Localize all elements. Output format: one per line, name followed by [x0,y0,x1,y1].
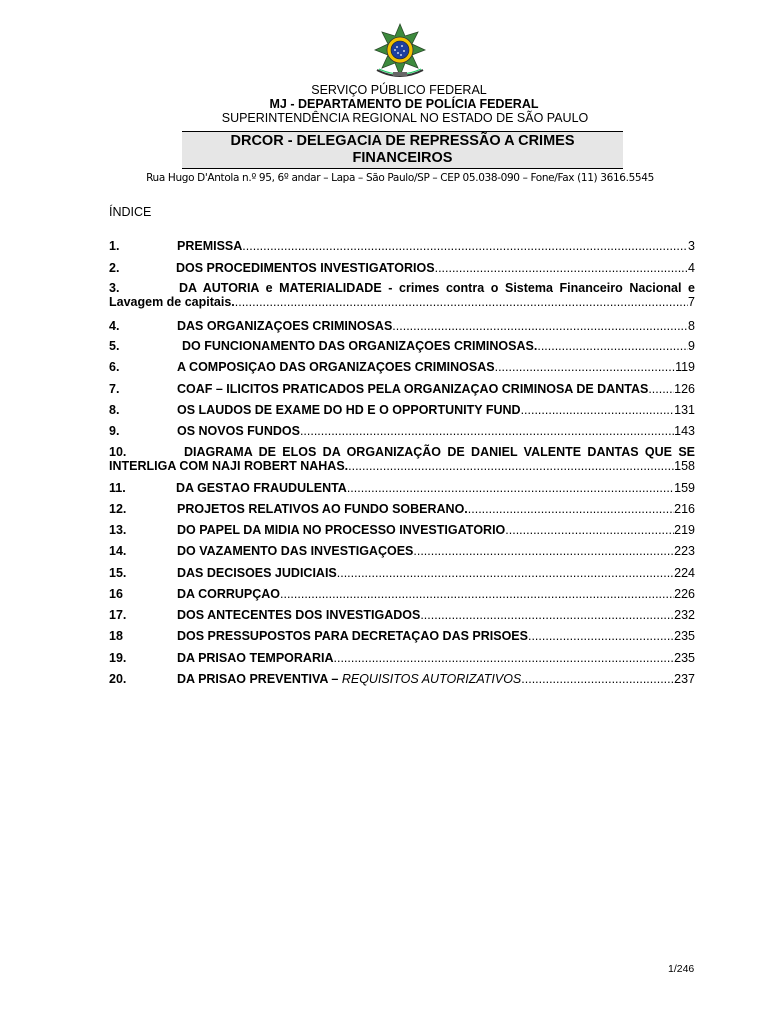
toc-entry-title: DIAGRAMA DE ELOS DA ORGANIZAÇÃO DE DANIEL VALENTE DANTAS QUE SE [184,445,695,459]
toc-leader-dots [334,652,675,665]
toc-entry-page: 126 [674,383,695,396]
toc-entry[interactable] [109,567,695,580]
toc-entry-title: PREMISSA [177,240,243,253]
toc-entry[interactable] [109,482,695,495]
toc-entry-title: DOS ANTECENTES DOS INVESTIGADOS [177,609,421,622]
toc-entry-page: 226 [674,588,695,601]
toc-leader-dots [337,567,674,580]
toc-entry-number: 14. [109,544,127,558]
toc-entry-page: 223 [674,545,695,558]
toc-leader-dots [521,673,674,686]
header-department-line: MJ - DEPARTAMENTO DE POLÍCIA FEDERAL [269,97,539,111]
toc-entry[interactable] [109,425,695,438]
toc-entry-title: OS LAUDOS DE EXAME DO HD E O OPPORTUNITY FUND [177,404,521,417]
toc-leader-dots [468,503,674,516]
toc-entry-title: COAF – ILÍCITOS PRATICADOS PELA ORGANIZAÇÃO CRIMINOSA DE DANTAS [177,383,649,396]
toc-leader-dots [413,545,674,558]
toc-entry-number: 19. [109,651,127,665]
header-service-line: SERVIÇO PÚBLICO FEDERAL [311,83,487,97]
toc-entry-number: 16 [109,587,123,601]
toc-entry-title: DOS PRESSUPOSTOS PARA DECRETAÇÃO DAS PRISOES [177,630,528,643]
toc-entry-number: 9. [109,424,120,438]
toc-entry-page: 235 [674,630,695,643]
toc-leader-dots [521,404,675,417]
toc-entry-number: 13. [109,523,127,537]
toc-entry-title-continued: Lavagem de capitais. [109,296,235,309]
toc-entry-title: DA GESTÃO FRAUDULENTA [176,482,347,495]
toc-leader-dots [347,482,674,495]
toc-entry-number: 2. [109,261,120,275]
toc-entry[interactable] [109,588,695,601]
address-line: Rua Hugo D'Antola n.º 95, 6º andar – Lapa – São Paulo/SP – CEP 05.038-090 – Fone/Fax (11) 3616.5545 [146,172,654,184]
toc-leader-dots [300,425,674,438]
toc-leader-dots [528,630,674,643]
toc-leader-dots [348,460,674,473]
toc-entry[interactable] [109,320,695,333]
toc-entry-title: DOS PROCEDIMENTOS INVESTIGATÓRIOS [176,262,435,275]
toc-entry-number: 8. [109,403,120,417]
toc-entry-number: 1. [109,239,120,253]
toc-leader-dots [505,524,674,537]
toc-entry-number: 6. [109,360,120,374]
toc-entry-page: 143 [674,425,695,438]
toc-entry-number: 4. [109,319,120,333]
toc-entry-number: 15. [109,566,127,580]
toc-entry-title: DO PAPEL DA MÍDIA NO PROCESSO INVESTIGATÓRIO [177,524,506,537]
toc-entry[interactable] [109,340,695,353]
toc-entry-number: 10. [109,445,127,459]
toc-entry-title-continued: INTERLIGA COM NAJI ROBERT NAHAS. [109,460,349,473]
toc-leader-dots [435,262,688,275]
toc-entry-title: DAS DECISÕES JUDICIAIS [177,567,337,580]
toc-entry[interactable] [109,630,695,643]
toc-entry-page: 4 [688,262,695,275]
toc-entry-page: 224 [674,567,695,580]
toc-entry-title: PROJETOS RELATIVOS AO FUNDO SOBERANO. [177,503,468,516]
toc-entry-number: 7. [109,382,120,396]
toc-entry-number: 12. [109,502,127,516]
toc-entry-title: DA PRISÃO TEMPORÁRIA [177,652,334,665]
toc-entry[interactable] [109,652,695,665]
toc-leader-dots [495,361,675,374]
toc-entry[interactable] [109,609,695,622]
toc-entry-page: 235 [674,652,695,665]
toc-leader-dots [420,609,674,622]
toc-entry-title: DA CORRUPÇÃO [177,588,281,601]
toc-entry[interactable] [109,383,695,396]
toc-entry-title: A COMPOSIÇÃO DAS ORGANIZAÇÕES CRIMINOSAS [177,361,495,374]
toc-entry[interactable] [109,503,695,516]
toc-entry-title: OS NOVOS FUNDOS [177,425,300,438]
toc-leader-dots [648,383,674,396]
toc-entry-page: 3 [688,240,695,253]
toc-entry[interactable] [109,282,695,310]
toc-entry-number: 11. [109,481,126,495]
toc-entry-page: 219 [674,524,695,537]
toc-entry[interactable] [109,404,695,417]
toc-entry-page: 159 [674,482,695,495]
document-title-box [182,131,623,169]
table-of-contents [109,239,695,686]
toc-entry-page: 232 [674,609,695,622]
header-superintendence-line: SUPERINTENDÊNCIA REGIONAL NO ESTADO DE SÃO PAULO [221,111,589,125]
toc-entry-page: 9 [688,340,695,353]
toc-entry-page: 131 [674,404,695,417]
toc-entry-title [177,673,521,686]
document-title-line1: DRCOR - DELEGACIA DE REPRESSÃO A CRIMES [230,133,575,149]
toc-entry-number: 5. [109,339,120,353]
toc-leader-dots [280,588,674,601]
toc-entry-page: 237 [674,673,695,686]
toc-entry-page: 7 [688,296,695,309]
toc-entry[interactable] [109,545,695,558]
toc-entry-page: 216 [674,503,695,516]
toc-entry-title: DAS ORGANIZAÇÕES CRIMINOSAS [177,320,393,333]
toc-entry[interactable] [109,240,695,253]
toc-entry-number: 18 [109,629,123,643]
toc-entry[interactable] [109,446,695,474]
document-title-line2: FINANCEIROS [352,150,453,166]
toc-entry-page: 8 [688,320,695,333]
toc-leader-dots [537,340,688,353]
toc-entry-title: DA AUTORIA e MATERIALIDADE - crimes contra o Sistema Financeiro Nacional e [179,281,695,295]
toc-entry-title: DO VAZAMENTO DAS INVESTIGAÇÕES [177,545,414,558]
toc-entry-number: 17. [109,608,127,622]
coat-of-arms-emblem [369,22,431,82]
toc-leader-dots [242,240,688,253]
toc-leader-dots [392,320,688,333]
toc-entry-number: 3. [109,281,120,295]
toc-entry-number: 20. [109,672,127,686]
toc-entry-title-italic: REQUISITOS AUTORIZATIVOS [341,673,522,686]
toc-entry[interactable] [109,262,695,275]
toc-entry-title-main: DA PRISÃO PREVENTIVA – [177,673,342,686]
index-heading: ÍNDICE [109,205,152,219]
toc-entry-page: 119 [675,361,695,374]
toc-entry-page: 158 [674,460,695,473]
toc-entry-title: DO FUNCIONAMENTO DAS ORGANIZAÇÕES CRIMINOSAS. [182,340,538,353]
toc-leader-dots [235,296,688,309]
toc-entry[interactable] [109,524,695,537]
page-number: 1/246 [668,963,695,975]
toc-entry[interactable] [109,361,695,374]
toc-entry[interactable] [109,673,695,686]
